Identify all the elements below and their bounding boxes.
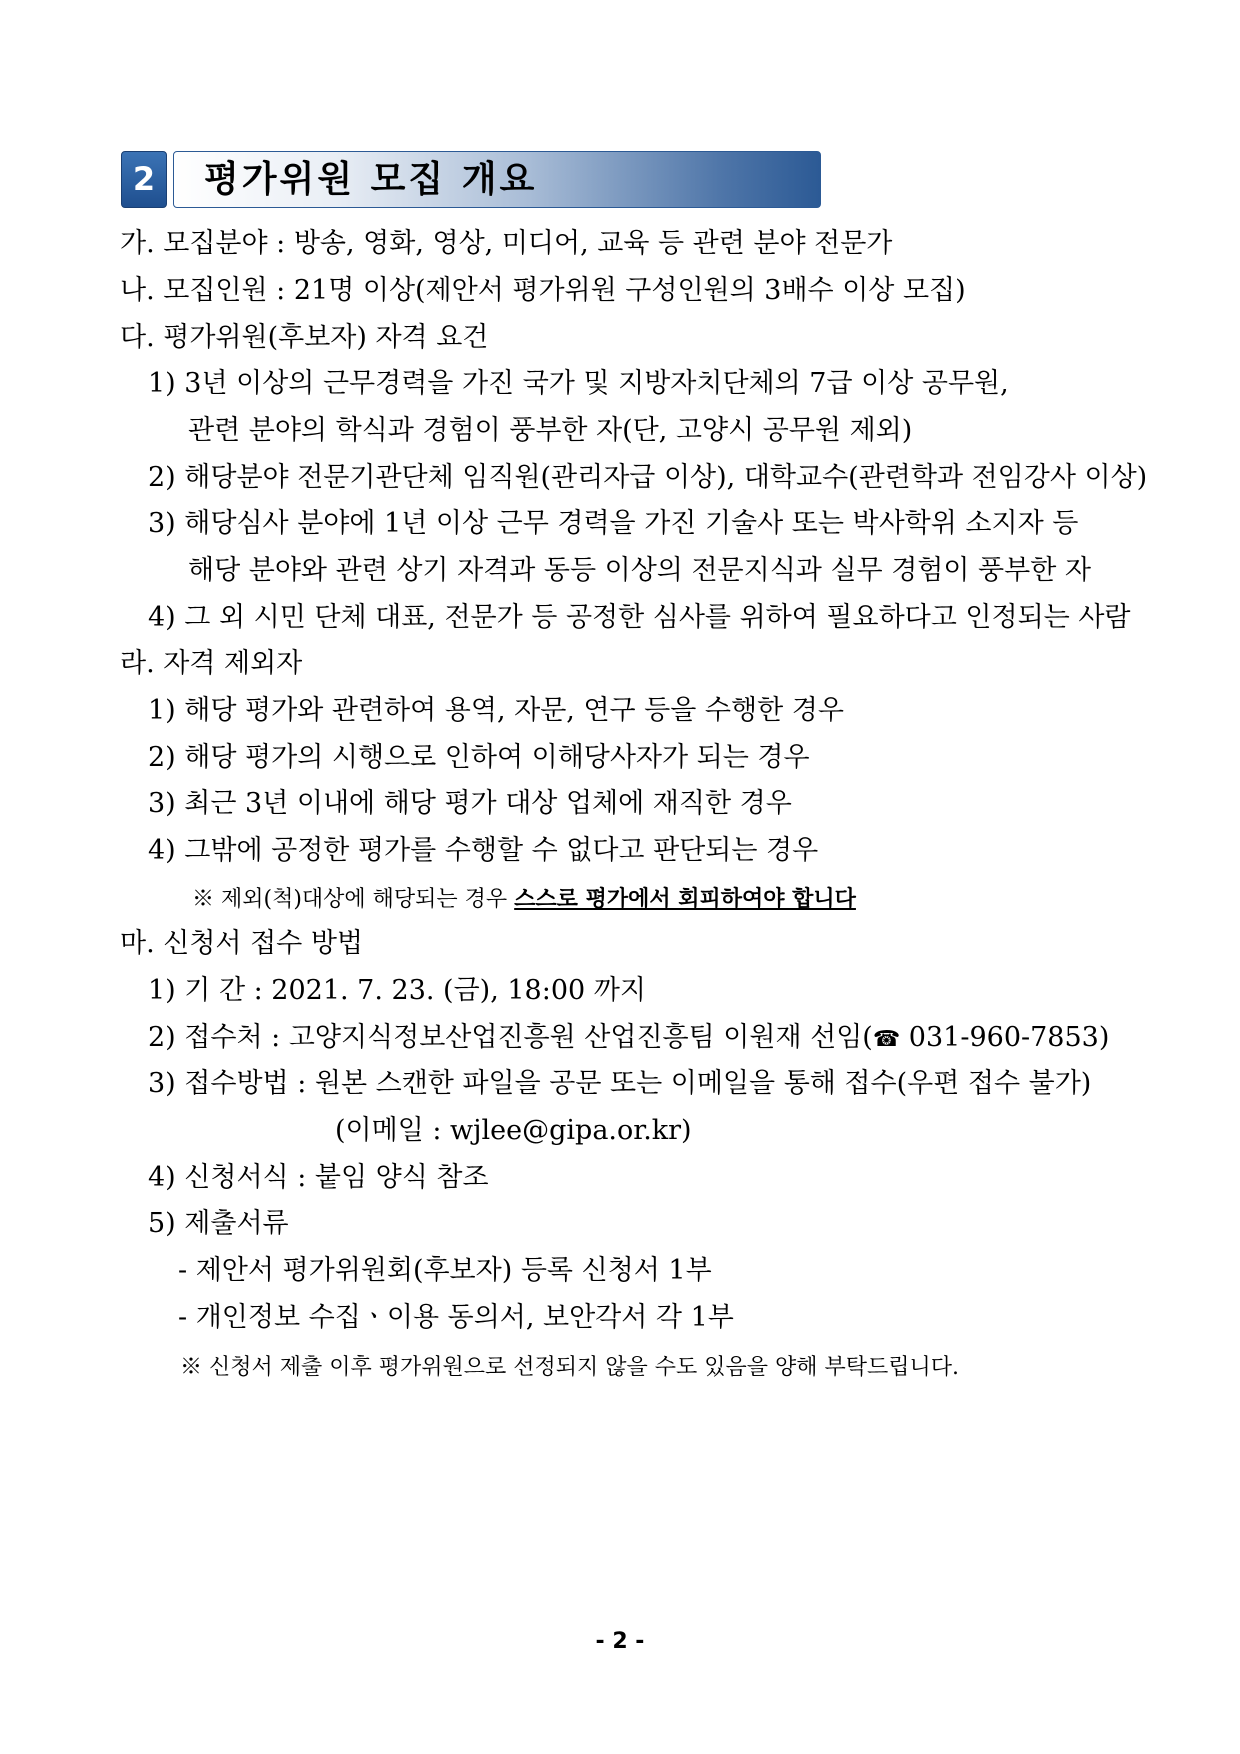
qualification-item-4: 4) 그 외 시민 단체 대표, 전문가 등 공정한 심사를 위하여 필요하다고 인정되는 사람	[148, 602, 1131, 633]
section-title-bar	[173, 151, 821, 208]
section-title: 평가위원 모집 개요	[204, 159, 538, 200]
qualification-item-1: 1) 3년 이상의 근무경력을 가진 국가 및 지방자치단체의 7급 이상 공무원,	[148, 368, 1009, 399]
item-da-heading: 다. 평가위원(후보자) 자격 요건	[120, 322, 489, 353]
qualification-item-2: 2) 해당분야 전문기관단체 임직원(관리자급 이상), 대학교수(관련학과 전임강사 이상)	[148, 462, 1148, 493]
item-ma-heading: 마. 신청서 접수 방법	[120, 928, 363, 959]
submission-doc-1: - 제안서 평가위원회(후보자) 등록 신청서 1부	[178, 1255, 712, 1286]
submission-doc-2: - 개인정보 수집ㆍ이용 동의서, 보안각서 각 1부	[178, 1302, 734, 1333]
application-email: (이메일 : wjlee@gipa.or.kr)	[335, 1115, 692, 1146]
qualification-item-3-cont: 해당 분야와 관련 상기 자격과 동등 이상의 전문지식과 실무 경험이 풍부한 자	[188, 555, 1091, 586]
exclusion-item-3: 3) 최근 3년 이내에 해당 평가 대상 업체에 재직한 경우	[148, 788, 792, 819]
application-phone: 031-960-7853)	[900, 1022, 1110, 1053]
page-number: - 2 -	[595, 1629, 645, 1654]
qualification-item-1-cont: 관련 분야의 학식과 경험이 풍부한 자(단, 고양시 공무원 제외)	[188, 415, 913, 446]
exclusion-note-prefix: ※ 제외(척)대상에 해당되는 경우	[192, 887, 515, 912]
item-ga-recruit-field: 가. 모집분야 : 방송, 영화, 영상, 미디어, 교육 등 관련 분야 전문가	[120, 228, 893, 259]
section-header	[121, 151, 821, 208]
exclusion-note	[192, 882, 856, 918]
section-number-badge: 2	[121, 151, 167, 208]
submission-docs-heading: 5) 제출서류	[148, 1208, 289, 1239]
application-form: 4) 신청서식 : 붙임 양식 참조	[148, 1162, 489, 1193]
application-period: 1) 기 간 : 2021. 7. 23. (금), 18:00 까지	[148, 975, 646, 1006]
exclusion-item-1: 1) 해당 평가와 관련하여 용역, 자문, 연구 등을 수행한 경우	[148, 695, 844, 726]
item-ra-heading: 라. 자격 제외자	[120, 648, 303, 679]
application-place-text: 2) 접수처 : 고양지식정보산업진흥원 산업진흥팀 이원재 선임(	[148, 1022, 873, 1053]
exclusion-item-2: 2) 해당 평가의 시행으로 인하여 이해당사자가 되는 경우	[148, 742, 810, 773]
phone-icon: ☎	[872, 1027, 901, 1052]
qualification-item-3: 3) 해당심사 분야에 1년 이상 근무 경력을 가진 기술사 또는 박사학위 소지자 등	[148, 508, 1079, 539]
application-place	[148, 1020, 1109, 1058]
application-method: 3) 접수방법 : 원본 스캔한 파일을 공문 또는 이메일을 통해 접수(우편 접수 불가)	[148, 1068, 1092, 1099]
application-note: ※ 신청서 제출 이후 평가위원으로 선정되지 않을 수도 있음을 양해 부탁드립니다.	[180, 1355, 959, 1380]
exclusion-note-emphasis: 스스로 평가에서 회피하여야 합니다	[514, 887, 856, 912]
exclusion-item-4: 4) 그밖에 공정한 평가를 수행할 수 없다고 판단되는 경우	[148, 835, 819, 866]
item-na-recruit-count: 나. 모집인원 : 21명 이상(제안서 평가위원 구성인원의 3배수 이상 모집)	[120, 275, 966, 306]
